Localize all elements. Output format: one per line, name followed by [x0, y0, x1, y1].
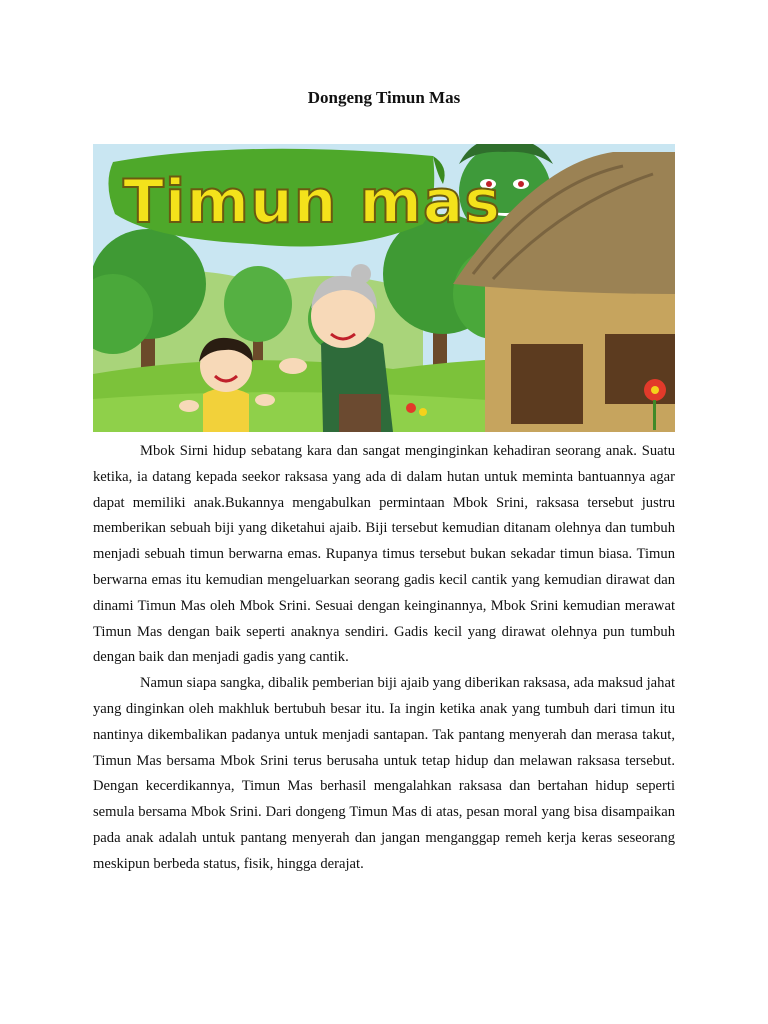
story-body [93, 439, 675, 878]
story-illustration [93, 144, 675, 432]
paragraph-1: Mbok Sirni hidup sebatang kara dan sangat menginginkan kehadiran seorang anak. Suatu ketika, ia datang kepada seekor raksasa yang ada di dalam hutan untuk meminta bantuannya agar dapat memiliki anak.Bukannya mengabulkan permintaan Mbok Srini, raksasa tersebut justru memberikan sebuah biji yang diketahui ajaib. Biji tersebut kemudian ditanam olehnya dan tumbuh menjadi sebuah timun berwarna emas. Rupanya timus tersebut bukan sekadar timun biasa. Timun berwarna emas itu kemudian mengeluarkan seorang gadis kecil cantik yang kemudian dirawat dan dinami Timun Mas oleh Mbok Srini. Sesuai dengan keinginannya, Mbok Srini kemudian merawat Timun Mas dengan baik seperti anaknya sendiri. Gadis kecil yang dirawat olehnya pun tumbuh dengan baik dan menjadi gadis yang cantik. [93, 443, 675, 666]
document-title: Dongeng Timun Mas [307, 88, 461, 107]
paragraph-2: Namun siapa sangka, dibalik pemberian biji ajaib yang diberikan raksasa, ada maksud jahat yang dinginkan oleh makhluk bertubuh besar itu. Ia ingin ketika anak yang tumbuh dari timun itu nantinya dikembalikan padanya untuk menjadi santapan. Tak pantang menyerah dan merasa takut, Timun Mas bersama Mbok Srini terus berusaha untuk tetap hidup dan melawan raksasa tersebut. Dengan kecerdikannya, Timun Mas berhasil mengalahkan raksasa dan bertahan hidup seperti semula bersama Mbok Srini. Dari dongeng Timun Mas di atas, pesan moral yang bisa disampaikan pada anak adalah untuk pantang menyerah dan jangan menganggap remeh kerja keras seseorang meskipun berbeda status, fisik, hingga derajat. [93, 675, 675, 872]
logo-text: Timun mas [123, 167, 502, 237]
